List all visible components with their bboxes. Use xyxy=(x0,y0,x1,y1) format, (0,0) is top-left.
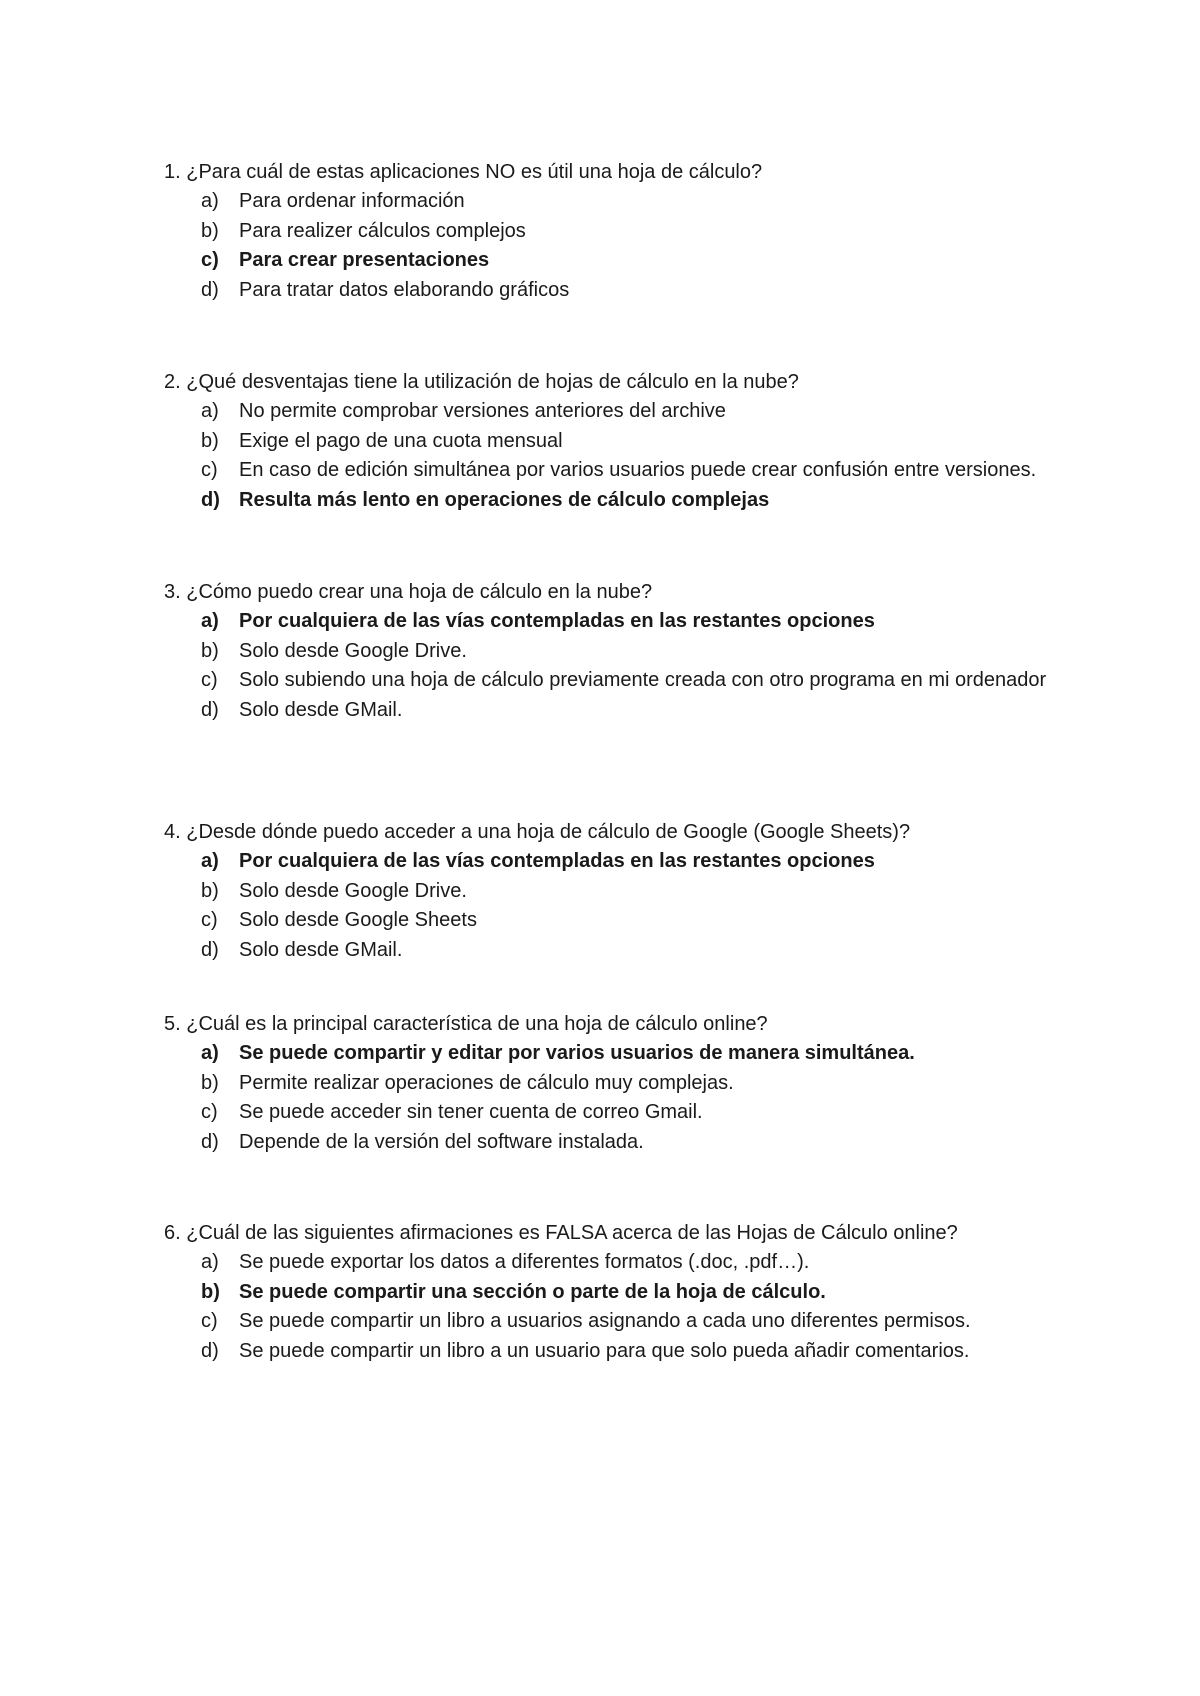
option-letter: b) xyxy=(201,219,219,242)
option-letter: a) xyxy=(201,1042,219,1064)
option-letter: b) xyxy=(201,879,219,902)
option-letter: d) xyxy=(201,938,219,961)
option-letter: d) xyxy=(201,698,219,721)
option-letter: b) xyxy=(201,639,219,662)
option-b xyxy=(164,427,1124,457)
option-a xyxy=(164,847,1124,877)
option-a xyxy=(164,187,1124,217)
option-a xyxy=(164,607,1124,637)
option-letter: c) xyxy=(201,1310,218,1332)
question-title: 5. ¿Cuál es la principal característica de una hoja de cálculo online? xyxy=(164,1013,768,1035)
option-letter: d) xyxy=(201,488,220,511)
question-title: 2. ¿Qué desventajas tiene la utilización de hojas de cálculo en la nube? xyxy=(164,371,799,393)
question-5 xyxy=(164,1010,1124,1157)
option-text: Solo desde Google Drive. xyxy=(239,879,467,902)
option-d xyxy=(164,1337,1124,1367)
option-text: En caso de edición simultánea por varios usuarios puede crear confusión entre versiones. xyxy=(239,459,1037,481)
option-a xyxy=(164,1248,1124,1278)
option-letter: b) xyxy=(201,1280,220,1303)
question-6 xyxy=(164,1219,1124,1366)
option-c xyxy=(164,1098,1124,1128)
option-letter: c) xyxy=(201,669,218,691)
option-letter: d) xyxy=(201,1339,219,1362)
option-letter: c) xyxy=(201,1101,218,1123)
option-list xyxy=(164,187,1124,305)
option-text: Permite realizar operaciones de cálculo muy complejas. xyxy=(239,1071,734,1094)
question-title: 6. ¿Cuál de las siguientes afirmaciones es FALSA acerca de las Hojas de Cálculo online? xyxy=(164,1222,958,1244)
option-letter: d) xyxy=(201,1130,219,1153)
option-b xyxy=(164,877,1124,907)
question-4 xyxy=(164,818,1124,965)
option-c xyxy=(164,906,1124,936)
option-letter: a) xyxy=(201,400,219,422)
option-letter: c) xyxy=(201,459,218,481)
option-text: Depende de la versión del software instalada. xyxy=(239,1130,644,1153)
option-b xyxy=(164,217,1124,247)
option-text: Solo desde GMail. xyxy=(239,938,403,961)
option-a xyxy=(164,1039,1124,1069)
option-text: Solo subiendo una hoja de cálculo previamente creada con otro programa en mi ordenador xyxy=(239,669,1047,691)
option-letter: d) xyxy=(201,278,219,301)
option-b xyxy=(164,1278,1124,1308)
option-list xyxy=(164,847,1124,965)
option-c xyxy=(164,666,1079,696)
question-2 xyxy=(164,368,1124,515)
option-text: Solo desde GMail. xyxy=(239,698,403,721)
option-d xyxy=(164,1128,1124,1158)
option-letter: b) xyxy=(201,429,219,452)
option-letter: a) xyxy=(201,1251,219,1273)
option-text: Para realizer cálculos complejos xyxy=(239,219,526,242)
option-text: Para crear presentaciones xyxy=(239,249,490,271)
question-3 xyxy=(164,578,1124,725)
option-list xyxy=(164,607,1124,725)
option-d xyxy=(164,936,1124,966)
option-d xyxy=(164,276,1124,306)
option-letter: a) xyxy=(201,850,219,872)
question-title: 3. ¿Cómo puedo crear una hoja de cálculo en la nube? xyxy=(164,581,653,603)
option-d xyxy=(164,696,1124,726)
option-c xyxy=(164,246,1124,276)
option-text: No permite comprobar versiones anteriores del archive xyxy=(239,400,726,422)
option-text: Solo desde Google Drive. xyxy=(239,639,467,662)
question-title: 4. ¿Desde dónde puedo acceder a una hoja de cálculo de Google (Google Sheets)? xyxy=(164,821,911,843)
option-text: Se puede compartir una sección o parte de la hoja de cálculo. xyxy=(239,1280,826,1303)
option-letter: b) xyxy=(201,1071,219,1094)
option-text: Resulta más lento en operaciones de cálculo complejas xyxy=(239,488,770,511)
option-letter: a) xyxy=(201,190,219,212)
option-list xyxy=(164,1248,1124,1366)
option-text: Se puede compartir y editar por varios usuarios de manera simultánea. xyxy=(239,1042,915,1064)
option-b xyxy=(164,637,1124,667)
option-list xyxy=(164,397,1124,515)
option-text: Se puede acceder sin tener cuenta de correo Gmail. xyxy=(239,1101,703,1123)
option-letter: c) xyxy=(201,909,218,931)
option-text: Para tratar datos elaborando gráficos xyxy=(239,278,570,301)
option-text: Se puede compartir un libro a un usuario para que solo pueda añadir comentarios. xyxy=(239,1339,970,1362)
option-text: Por cualquiera de las vías contempladas en las restantes opciones xyxy=(239,850,875,872)
option-a xyxy=(164,397,1124,427)
option-b xyxy=(164,1069,1124,1099)
option-text: Se puede exportar los datos a diferentes formatos (.doc, .pdf…). xyxy=(239,1251,810,1273)
question-1 xyxy=(164,158,1124,305)
option-list xyxy=(164,1039,1124,1157)
option-text: Por cualquiera de las vías contempladas en las restantes opciones xyxy=(239,610,875,632)
question-title: 1. ¿Para cuál de estas aplicaciones NO es útil una hoja de cálculo? xyxy=(164,161,763,183)
option-c xyxy=(164,1307,1124,1337)
option-letter: c) xyxy=(201,249,219,271)
option-letter: a) xyxy=(201,610,219,632)
option-d xyxy=(164,486,1124,516)
option-text: Para ordenar información xyxy=(239,190,465,212)
option-c xyxy=(164,456,1124,486)
option-text: Solo desde Google Sheets xyxy=(239,909,477,931)
option-text: Se puede compartir un libro a usuarios asignando a cada uno diferentes permisos. xyxy=(239,1310,971,1332)
option-text: Exige el pago de una cuota mensual xyxy=(239,429,563,452)
